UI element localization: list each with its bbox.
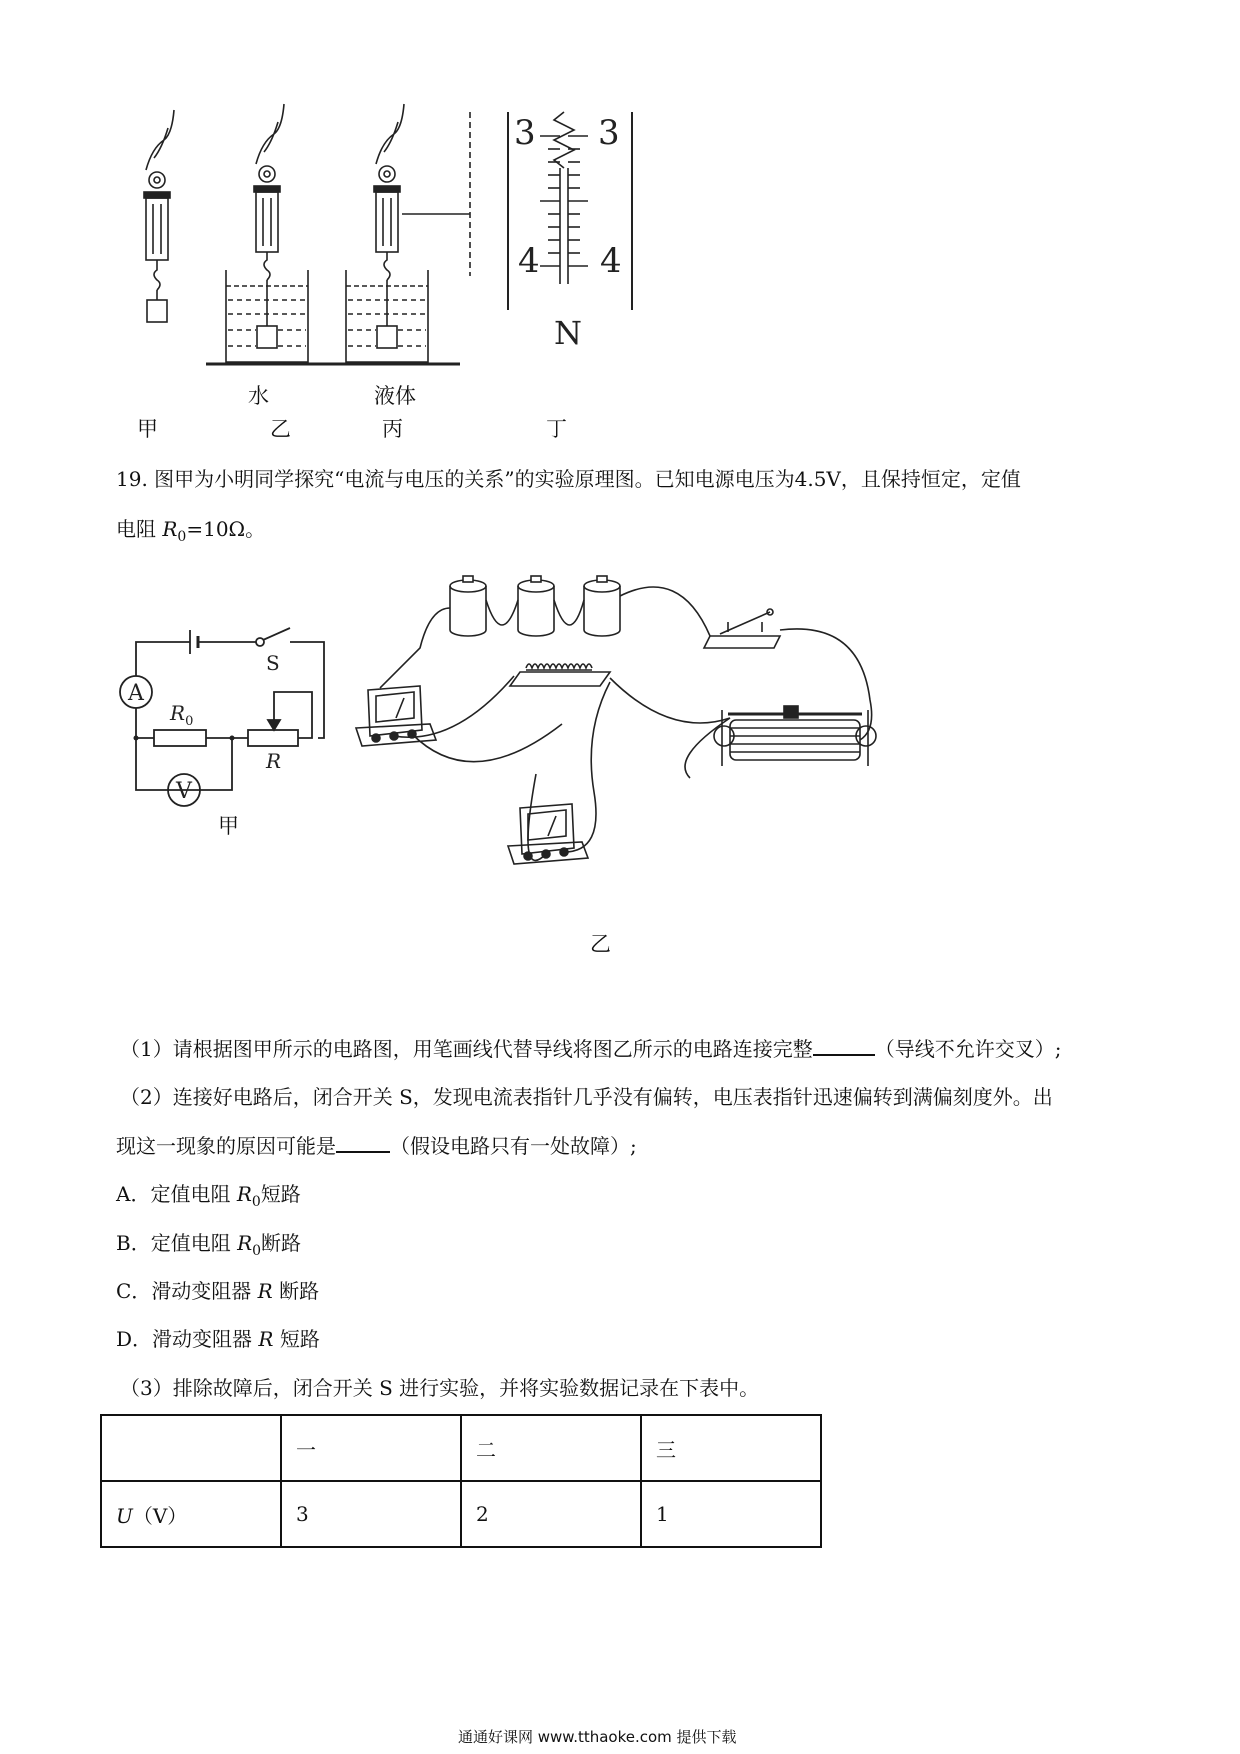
option-a[interactable]: A．定值电阻 $R_0$短路 bbox=[116, 1182, 301, 1210]
battery-cell-3 bbox=[584, 576, 620, 636]
table-header-cell: 二 bbox=[461, 1415, 641, 1481]
label-jia: 甲 bbox=[137, 417, 158, 441]
label-water: 水 bbox=[248, 384, 269, 408]
option-c[interactable]: C．滑动变阻器 R 断路 bbox=[116, 1279, 320, 1303]
switch-label: S bbox=[266, 651, 280, 675]
table-cell: 2 bbox=[461, 1481, 641, 1547]
answer-blank-1[interactable] bbox=[813, 1054, 875, 1056]
table-header-row bbox=[101, 1415, 821, 1481]
fixed-resistor-r0 bbox=[510, 664, 610, 686]
option-d[interactable]: D．滑动变阻器 R 短路 bbox=[116, 1327, 320, 1351]
label-yi: 乙 bbox=[270, 417, 291, 441]
r-label: R bbox=[266, 749, 282, 773]
q1-line: （1）请根据图甲所示的电路图，用笔画线代替导线将图乙所示的电路连接完整 （导线不允许交叉）; bbox=[120, 1037, 1062, 1061]
table-header-cell bbox=[101, 1415, 281, 1481]
circuit-label-yi: 乙 bbox=[590, 932, 611, 956]
label-bing: 丙 bbox=[382, 417, 403, 441]
voltmeter-symbol: V bbox=[176, 779, 192, 804]
r0-label: $R_0$ bbox=[170, 701, 194, 729]
table-cell: 3 bbox=[281, 1481, 461, 1547]
scale-yi bbox=[226, 104, 308, 362]
q3-line: （3）排除故障后，闭合开关 S 进行实验，并将实验数据记录在下表中。 bbox=[120, 1376, 760, 1400]
option-b[interactable]: B．定值电阻 $R_0$断路 bbox=[116, 1231, 302, 1259]
q2-line2: 现这一现象的原因可能是 （假设电路只有一处故障）; bbox=[116, 1134, 637, 1158]
table-cell: 1 bbox=[641, 1481, 821, 1547]
rheostat bbox=[714, 706, 876, 766]
q19-intro-line2: 电阻 $R_0=10\Omega$。 bbox=[116, 517, 266, 545]
scale-bing bbox=[346, 104, 470, 362]
physical-circuit-yi bbox=[350, 560, 910, 920]
scale-top-right: 3 bbox=[598, 113, 620, 153]
scale-top-left: 3 bbox=[514, 113, 536, 153]
ammeter-symbol: A bbox=[128, 681, 144, 706]
q2-line1: （2）连接好电路后，闭合开关 S，发现电流表指针几乎没有偏转，电压表指针迅速偏转到满偏刻度外。出 bbox=[120, 1085, 1053, 1109]
scale-bottom-left: 4 bbox=[518, 241, 540, 281]
label-ding: 丁 bbox=[546, 417, 567, 441]
table-header-cell: 一 bbox=[281, 1415, 461, 1481]
data-table bbox=[100, 1414, 822, 1548]
scale-jia bbox=[144, 110, 174, 322]
table-header-cell: 三 bbox=[641, 1415, 821, 1481]
table-row-label: U（V） bbox=[101, 1481, 281, 1547]
circuit-label-jia: 甲 bbox=[218, 814, 239, 838]
table-row bbox=[101, 1481, 821, 1547]
answer-blank-2[interactable] bbox=[336, 1151, 390, 1153]
scale-unit: N bbox=[554, 314, 582, 352]
voltmeter-device bbox=[508, 804, 588, 864]
q19-intro-line1: 19. 图甲为小明同学探究“电流与电压的关系”的实验原理图。已知电源电压为4.5V，且保持恒定，定值 bbox=[116, 467, 1021, 491]
knife-switch bbox=[704, 609, 780, 648]
label-liquid: 液体 bbox=[374, 384, 416, 408]
page-footer: 通通好课网 www.tthaoke.com 提供下载 bbox=[458, 1728, 737, 1746]
scale-bottom-right: 4 bbox=[600, 241, 622, 281]
battery-cell-2 bbox=[518, 576, 554, 636]
battery-cell-1 bbox=[450, 576, 486, 636]
